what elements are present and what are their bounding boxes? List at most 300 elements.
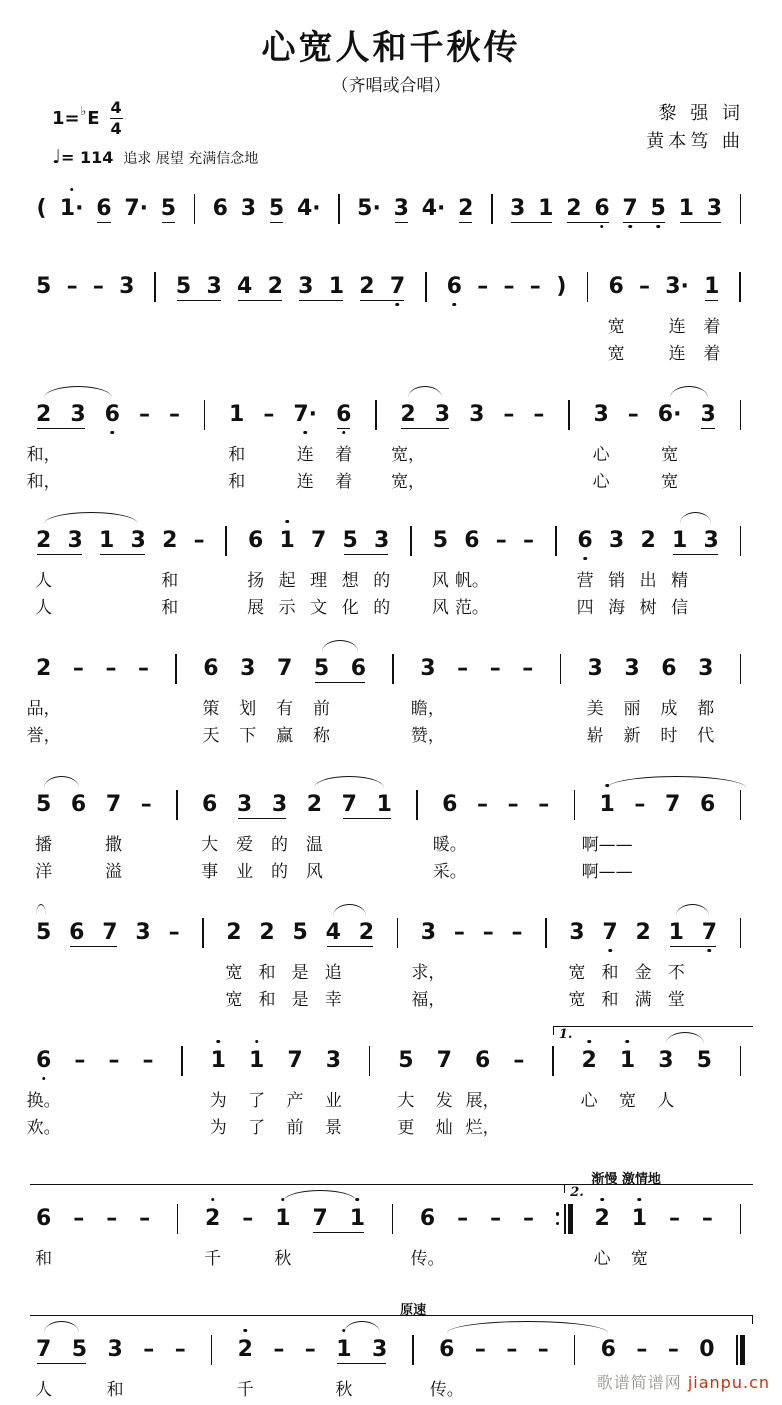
note <box>608 272 623 302</box>
beam-underline <box>680 222 721 224</box>
barline <box>486 194 497 224</box>
dash-glyph: – <box>513 1047 525 1073</box>
barline <box>735 1204 746 1234</box>
note <box>268 272 283 302</box>
barline <box>735 194 746 224</box>
lyric-syllable: 和 <box>601 989 619 1010</box>
dash-glyph: – <box>506 1336 518 1362</box>
note-digit: 7 <box>665 791 681 817</box>
note-digit: 3 <box>107 1336 123 1362</box>
barline <box>735 526 746 556</box>
duration-dash <box>503 400 514 430</box>
octave-dot-above <box>587 1040 591 1044</box>
note <box>359 272 374 302</box>
barline-stroke <box>154 272 156 302</box>
note <box>272 790 287 820</box>
barline <box>569 1335 580 1365</box>
lyric-syllable: 丽 <box>623 698 641 719</box>
note <box>99 526 114 556</box>
lyric-syllable: 追 <box>324 962 342 983</box>
lyric-syllable: 福， <box>411 989 446 1010</box>
duration-dash <box>477 272 488 302</box>
lyric-syllable: 心 <box>592 471 610 492</box>
note <box>679 194 694 224</box>
octave-dot-below <box>42 1077 46 1081</box>
lyric-syllable: 宽 <box>630 1248 648 1269</box>
paren-glyph: ( <box>36 195 47 221</box>
note <box>202 790 217 820</box>
lyric-syllable: 发 <box>435 1090 453 1111</box>
note <box>287 1046 302 1076</box>
lyric-syllable: 营 <box>576 570 594 591</box>
lyric-syllable: 誉， <box>26 725 61 746</box>
duration-dash <box>73 654 84 684</box>
lyric-syllable: 宽， <box>391 444 426 465</box>
duration-dash <box>74 1046 85 1076</box>
barline <box>171 790 182 820</box>
lyric-syllable: 宽 <box>618 1090 636 1111</box>
duration-dash <box>139 400 150 430</box>
barline-stroke <box>392 654 394 684</box>
duration-dash <box>93 272 104 302</box>
lyric-syllable: 销 <box>608 570 626 591</box>
barline <box>412 790 423 820</box>
barline <box>408 1335 419 1365</box>
lyric-syllable: 范。 <box>454 597 489 618</box>
note <box>237 272 252 302</box>
duration-dash <box>506 1335 517 1365</box>
octave-dot-above <box>626 1040 630 1044</box>
lyric-syllable: 为 <box>209 1090 227 1111</box>
dash-glyph: – <box>522 655 534 681</box>
lyric-syllable: 啊—— <box>581 834 633 855</box>
note-digit: 5 <box>696 1047 712 1073</box>
note-row <box>36 1026 746 1076</box>
note <box>106 790 121 820</box>
tempo-value: = 114 <box>60 147 114 167</box>
note-digit: 6 <box>36 1205 52 1231</box>
note-digit: 7 <box>602 919 618 945</box>
note <box>577 526 592 556</box>
lyric-syllable: 着 <box>703 343 721 364</box>
note-digit: 3 <box>700 401 716 427</box>
barline-stroke <box>177 1204 179 1234</box>
song-title: 心宽人和千秋传 <box>261 28 521 68</box>
note <box>36 918 51 948</box>
note-digit: 1 <box>631 1205 648 1231</box>
lyric-syllable: 崭 <box>586 725 604 746</box>
beam-underline <box>670 946 716 948</box>
note-digit: 3 <box>119 273 135 299</box>
lyric-syllable: 的 <box>373 597 391 618</box>
barline-stroke <box>416 790 418 820</box>
note <box>70 400 85 430</box>
note-digit: 5 <box>398 1047 414 1073</box>
barline <box>735 790 746 820</box>
duration-dash <box>523 1204 534 1234</box>
barline-stroke <box>545 918 547 948</box>
beam-underline <box>70 946 116 948</box>
slur <box>36 904 46 916</box>
note <box>707 194 722 224</box>
note-digit: 6· <box>657 401 682 427</box>
slur <box>44 512 139 524</box>
lyric-syllable: 海 <box>608 597 626 618</box>
music-system <box>26 400 746 492</box>
dash-glyph: – <box>627 401 639 427</box>
note-digit: 2 <box>640 527 656 553</box>
lyric-syllable: 瞻， <box>410 698 445 719</box>
note-digit: 3 <box>593 401 609 427</box>
note-digit: 2 <box>259 919 275 945</box>
note-digit: 7 <box>105 791 122 817</box>
note-digit: 3 <box>130 527 146 553</box>
barline <box>189 194 200 224</box>
dash-glyph: – <box>106 1205 118 1231</box>
tempo-row <box>52 146 258 168</box>
note-digit: 7· <box>293 401 318 427</box>
lyric-syllable: 和 <box>228 471 246 492</box>
note-digit: 3 <box>271 791 288 817</box>
note-row <box>36 790 746 820</box>
note-digit: 1 <box>376 791 392 817</box>
barline-stroke <box>574 790 576 820</box>
note-digit: 7 <box>436 1047 452 1073</box>
note-digit: 6 <box>699 791 716 817</box>
note-digit: 7 <box>102 919 118 945</box>
beam-underline <box>238 300 282 302</box>
volta-label: 1. <box>558 1026 573 1042</box>
note-digit: 3 <box>510 195 526 221</box>
lyric-syllable: 和 <box>106 1379 124 1400</box>
lyric-syllable: 连 <box>668 316 686 337</box>
note-digit: 5 <box>432 527 449 553</box>
note-digit: 2 <box>226 919 242 945</box>
note <box>359 918 374 948</box>
barline-stroke <box>740 194 742 224</box>
barline-stroke <box>375 400 377 430</box>
note <box>326 1046 341 1076</box>
note <box>665 790 680 820</box>
dash-glyph: – <box>169 401 180 427</box>
duration-dash <box>67 272 78 302</box>
lyric-syllable: 幸 <box>324 989 342 1010</box>
duration-dash <box>490 1204 501 1234</box>
barline-stroke <box>555 526 557 556</box>
beam-underline <box>327 946 373 948</box>
lyric-syllable: 前 <box>313 698 331 719</box>
note-digit: 7 <box>341 791 357 817</box>
duration-dash <box>496 526 507 556</box>
dash-glyph: – <box>634 791 646 817</box>
note <box>293 400 317 430</box>
note <box>124 194 148 224</box>
dash-glyph: – <box>73 1205 85 1231</box>
note-digit: 2 <box>594 1205 610 1231</box>
lyric-syllable: 为 <box>209 1117 227 1138</box>
barline <box>370 400 381 430</box>
dash-glyph: – <box>457 655 469 681</box>
thin-bar <box>736 1335 738 1365</box>
note <box>297 194 321 224</box>
slur <box>676 904 709 916</box>
octave-dot-above <box>243 1329 247 1333</box>
note <box>36 1046 51 1076</box>
beam-underline <box>337 428 350 430</box>
note-digit: 2 <box>359 273 375 299</box>
octave-dot-above <box>70 188 74 192</box>
volta-bracket <box>30 1184 565 1193</box>
duration-dash <box>628 400 639 430</box>
lyric-syllable: 啊—— <box>581 861 633 882</box>
duration-dash <box>169 400 180 430</box>
note-digit: 3 <box>624 655 640 681</box>
note <box>108 1335 123 1365</box>
note-digit: 1· <box>59 195 84 221</box>
note <box>704 272 719 302</box>
lyric-syllable: 人 <box>657 1090 675 1111</box>
lyric-syllable: 事 <box>201 861 219 882</box>
beam-underline <box>337 1363 386 1365</box>
lyric-syllable: 洋 <box>35 861 53 882</box>
barline <box>582 272 593 302</box>
composer-credit: 黄本笃 曲 <box>646 130 744 152</box>
dash-glyph: – <box>140 791 152 817</box>
time-bottom: 4 <box>110 118 122 138</box>
note <box>36 400 51 430</box>
note <box>622 194 637 224</box>
dash-glyph: – <box>503 273 515 299</box>
note <box>293 918 308 948</box>
barline <box>172 1204 183 1234</box>
note <box>703 526 718 556</box>
lyric-syllable: 四 <box>576 597 594 618</box>
repeat-dot <box>556 1212 560 1216</box>
duration-dash <box>636 1335 647 1365</box>
lyric-syllable: 业 <box>324 1090 342 1111</box>
duration-dash <box>503 272 514 302</box>
note <box>632 1204 647 1234</box>
lyric-syllable: 化 <box>341 597 359 618</box>
note <box>343 526 358 556</box>
note-digit: 4· <box>421 195 446 221</box>
note <box>311 526 326 556</box>
lyric-syllable: 起 <box>278 570 296 591</box>
note <box>651 194 666 224</box>
lyric-syllable: 和， <box>26 444 61 465</box>
dash-glyph: – <box>489 655 501 681</box>
note-digit: 6 <box>247 527 264 553</box>
note <box>105 400 120 430</box>
note <box>510 194 525 224</box>
octave-dot-below <box>583 557 587 561</box>
beam-underline <box>343 818 391 820</box>
duration-dash <box>639 272 650 302</box>
note-row <box>36 918 746 948</box>
note-digit: 1 <box>328 273 344 299</box>
duration-dash <box>490 654 501 684</box>
barline-stroke <box>211 1335 213 1365</box>
barline-stroke <box>740 1046 742 1076</box>
barline <box>735 1046 746 1076</box>
barline-stroke <box>194 194 196 224</box>
dash-glyph: – <box>168 919 180 945</box>
note <box>213 194 228 224</box>
lyric-syllable: 了 <box>248 1117 266 1138</box>
note <box>342 790 357 820</box>
note <box>206 272 221 302</box>
note-digit: 6 <box>36 1047 52 1073</box>
note-digit: 6 <box>212 195 228 221</box>
note-digit: 6 <box>446 273 462 299</box>
dash-glyph: – <box>503 401 515 427</box>
note <box>131 526 146 556</box>
note-digit: 3 <box>240 195 257 221</box>
beam-underline <box>511 222 552 224</box>
beam-underline <box>313 1232 364 1234</box>
note <box>437 1046 452 1076</box>
note-digit: 6 <box>419 1205 436 1231</box>
lyric-syllable: 灿 <box>435 1117 453 1138</box>
barline-stroke <box>740 526 742 556</box>
note-digit: 6 <box>594 195 610 221</box>
parenthesis <box>556 272 567 302</box>
note-digit: 3 <box>393 195 409 221</box>
lyric-syllable: 美 <box>586 698 604 719</box>
note-digit: 3 <box>569 919 585 945</box>
duration-dash <box>669 1204 680 1234</box>
octave-dot-above <box>217 1040 221 1044</box>
dash-glyph: – <box>138 655 150 681</box>
note <box>71 790 86 820</box>
octave-dot-below <box>303 431 307 435</box>
slur <box>607 776 746 788</box>
note-digit: 2 <box>36 527 52 553</box>
lyric-syllable: 理 <box>310 570 328 591</box>
dash-glyph: – <box>537 1336 549 1362</box>
thick-bar <box>740 1335 745 1365</box>
lyric-syllable: 撒 <box>105 834 122 855</box>
octave-dot-below <box>111 431 115 435</box>
key-signature <box>52 100 258 137</box>
volta-bracket <box>553 1026 753 1042</box>
barline <box>150 272 161 302</box>
note <box>635 918 650 948</box>
note-digit: 3 <box>698 655 714 681</box>
lyric-syllable: 金 <box>634 962 652 983</box>
lyric-syllable: 宽 <box>607 343 625 364</box>
note <box>350 1204 365 1234</box>
note <box>72 1335 87 1365</box>
note <box>594 194 609 224</box>
note-digit: 3 <box>206 273 222 299</box>
lyric-syllable: 连 <box>296 471 314 492</box>
lyric-syllable: 溢 <box>105 861 122 882</box>
note-digit: 3 <box>67 527 83 553</box>
note-digit: 2 <box>205 1205 221 1231</box>
lyric-syllable: 播 <box>35 834 53 855</box>
note <box>357 194 381 224</box>
note <box>594 1204 609 1234</box>
note <box>400 400 415 430</box>
note-digit: 3· <box>665 273 689 299</box>
duration-dash <box>475 1335 486 1365</box>
note-digit: 2 <box>358 919 375 945</box>
note-digit: 3 <box>374 527 390 553</box>
duration-dash <box>508 790 519 820</box>
barline <box>735 654 746 684</box>
note-digit: 6 <box>70 791 87 817</box>
slur <box>408 386 442 398</box>
note <box>593 400 608 430</box>
note <box>669 918 684 948</box>
note-digit: 4 <box>237 273 253 299</box>
dash-glyph: – <box>538 791 550 817</box>
dash-glyph: – <box>105 655 117 681</box>
lyric-syllable: 满 <box>634 989 652 1010</box>
beam-underline <box>567 222 608 224</box>
note-digit: 6 <box>439 1336 455 1362</box>
octave-dot-below <box>342 431 346 435</box>
lyric-syllable: 连 <box>668 343 686 364</box>
note-digit: 6 <box>608 273 624 299</box>
note <box>314 654 329 684</box>
note-digit: 5 <box>36 919 52 945</box>
dash-glyph: – <box>495 527 507 553</box>
watermark-domain: jianpu.cn <box>687 1373 770 1392</box>
thin-bar <box>564 1204 566 1234</box>
dash-glyph: – <box>523 1205 534 1231</box>
barline-stroke <box>392 1204 394 1234</box>
note-row <box>36 400 746 430</box>
lyric-syllable: 树 <box>639 597 657 618</box>
beam-underline <box>459 222 472 224</box>
repeat-dot <box>556 1222 560 1226</box>
note <box>36 1335 51 1365</box>
dash-glyph: – <box>142 1047 154 1073</box>
note <box>36 1204 51 1234</box>
lyric-syllable: 宽 <box>661 444 679 465</box>
lyric-syllable: 人 <box>35 570 53 591</box>
octave-dot-below <box>708 949 712 953</box>
note-digit: 7 <box>36 1336 52 1362</box>
dash-glyph: – <box>143 1336 155 1362</box>
barline <box>206 1335 217 1365</box>
note <box>307 790 322 820</box>
note <box>312 1204 327 1234</box>
note <box>238 1335 253 1365</box>
note-digit: 6 <box>464 527 480 553</box>
note-digit: 3 <box>587 655 603 681</box>
dash-glyph: – <box>193 527 205 553</box>
note-digit: 3 <box>608 527 625 553</box>
duration-dash <box>73 1204 84 1234</box>
octave-dot-below <box>600 225 604 229</box>
note <box>249 1046 264 1076</box>
duration-dash <box>108 1046 119 1076</box>
note <box>377 790 392 820</box>
note-digit: 2 <box>581 1047 597 1073</box>
barline <box>555 654 566 684</box>
lyric-syllable: 和 <box>601 962 619 983</box>
lyric-syllable: 宽， <box>391 471 426 492</box>
note-digit: 4· <box>296 195 321 221</box>
barline-stroke <box>175 654 177 684</box>
lyric-syllable: 帆。 <box>454 570 489 591</box>
music-system <box>36 194 746 232</box>
note-digit: 1 <box>678 195 694 221</box>
lyric-syllable: 爱 <box>236 834 254 855</box>
